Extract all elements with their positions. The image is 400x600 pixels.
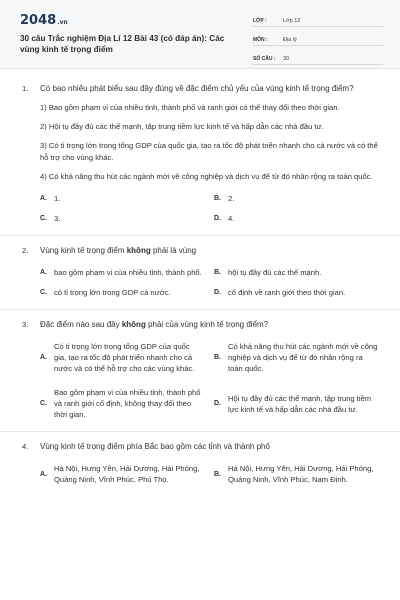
option-a[interactable] <box>40 463 204 485</box>
option-letter: B. <box>214 354 221 361</box>
statement-4: 4) Có khả năng thu hút các ngành mới về công nghiệp và dịch vụ để từ đó nhân rộng ra toàn quốc. <box>40 172 373 181</box>
meta-class-value: Lớp 12 <box>283 18 301 24</box>
option-letter: D. <box>214 215 221 222</box>
option-letter: C. <box>40 215 47 222</box>
option-b[interactable] <box>214 463 378 485</box>
question-2 <box>22 245 378 298</box>
answer-options <box>40 267 378 298</box>
question-stem: Vùng kinh tế trọng điểm phía Bắc bao gồm các tỉnh và thành phố <box>40 442 270 451</box>
option-b[interactable] <box>214 341 378 374</box>
answer-options <box>40 463 378 485</box>
option-text: Hà Nội, Hưng Yên, Hải Dương, Hải Phòng, Quảng Ninh, Vĩnh Phúc, Nam Định. <box>228 464 374 484</box>
logo-tld: .vn <box>57 19 68 26</box>
answer-options <box>40 193 378 224</box>
option-d[interactable] <box>214 287 378 298</box>
question-body <box>40 319 378 420</box>
question-number: 1. <box>22 84 29 93</box>
option-text: Hà Nội, Hưng Yên, Hải Dương, Hải Phòng, Quảng Ninh, Vĩnh Phúc, Phú Thọ. <box>54 464 200 484</box>
question-divider <box>0 235 400 236</box>
option-text: Có tỉ trọng lớn trong tổng GDP của quốc gia, tạo ra tốc độ phát triển nhanh cho cả nước và có thể hỗ trợ cho các vùng khác. <box>54 342 195 373</box>
option-text: Có khả năng thu hút các ngành mới về công nghiệp và dịch vụ để từ đó nhân rộng ra toàn quốc. <box>228 342 378 373</box>
logo-main: 2048 <box>20 13 57 28</box>
page-title: 30 câu Trắc nghiệm Địa Lí 12 Bài 43 (có đáp án): Các vùng kinh tế trọng điểm <box>20 34 225 54</box>
option-letter: D. <box>214 400 221 407</box>
site-logo[interactable] <box>20 13 68 28</box>
stem-emphasis: không <box>126 246 151 255</box>
option-c[interactable] <box>40 387 204 420</box>
quiz-meta <box>253 10 383 67</box>
question-stem <box>40 319 378 331</box>
statement-3: 3) Có tỉ trọng lớn trong tổng GDP của quốc gia, tạo ra tốc độ phát triển nhanh cho cả nước và có thể hỗ trợ cho vùng khác. <box>40 141 378 162</box>
question-body <box>40 83 378 224</box>
meta-count-row <box>253 48 383 65</box>
question-4 <box>22 441 378 485</box>
option-a[interactable] <box>40 267 204 278</box>
stem-text: phải của vùng kinh tế trọng điểm? <box>145 320 269 329</box>
option-letter: C. <box>40 400 47 407</box>
option-text: cố định về ranh giới theo thời gian. <box>228 288 346 297</box>
option-text: 1. <box>54 194 61 203</box>
question-number: 2. <box>22 246 29 255</box>
meta-subject-row <box>253 29 383 46</box>
option-letter: A. <box>40 195 47 202</box>
stem-text: phải là vùng <box>150 246 197 255</box>
option-letter: D. <box>214 289 221 296</box>
option-d[interactable] <box>214 213 378 224</box>
question-body <box>40 245 378 298</box>
option-text: 4. <box>228 214 235 223</box>
statement-1: 1) Bao gồm phạm vi của nhiều tỉnh, thành phố và ranh giới có thể thay đổi theo thời gian. <box>40 103 340 112</box>
statement-2: 2) Hội tụ đầy đủ các thế mạnh, tập trung tiềm lực kinh tế và hấp dẫn các nhà đầu tư. <box>40 122 324 131</box>
option-letter: C. <box>40 289 47 296</box>
option-a[interactable] <box>40 193 204 204</box>
option-text: 2. <box>228 194 235 203</box>
stem-text: Vùng kinh tế trọng điểm <box>40 246 127 255</box>
option-c[interactable] <box>40 213 204 224</box>
page-header <box>0 0 400 69</box>
option-letter: A. <box>40 354 47 361</box>
option-letter: B. <box>214 470 221 478</box>
option-text: Bao gồm phạm vi của nhiều tỉnh, thành phố và ranh giới cố định, không thay đổi theo thời gian. <box>54 388 201 419</box>
option-letter: A. <box>40 470 47 478</box>
option-letter: A. <box>40 269 47 276</box>
option-text: 3. <box>54 214 61 223</box>
option-text: bao gồm phạm vi của nhiều tỉnh, thành phố. <box>54 268 202 277</box>
stem-emphasis: không <box>121 320 146 329</box>
option-text: hội tụ đầy đủ các thế mạnh. <box>228 268 322 277</box>
option-c[interactable] <box>40 287 204 298</box>
option-text: Hội tụ đầy đủ các thế mạnh, tập trung tiềm lực kinh tế và hấp dẫn các nhà đầu tư. <box>228 393 372 414</box>
option-letter: B. <box>214 269 221 276</box>
question-number: 4. <box>22 442 29 451</box>
stem-text: Đặc điểm nào sau đây <box>40 320 122 329</box>
question-divider <box>0 431 400 432</box>
question-stem <box>40 245 378 257</box>
option-letter: B. <box>214 195 221 202</box>
option-b[interactable] <box>214 193 378 204</box>
meta-class-row <box>253 10 383 27</box>
option-d[interactable] <box>214 387 378 420</box>
question-body <box>40 441 378 485</box>
question-list <box>0 69 400 485</box>
meta-subject-key: MÔN : <box>253 37 268 43</box>
meta-class-key: LỚP : <box>253 18 267 24</box>
option-b[interactable] <box>214 267 378 278</box>
meta-count-value: 30 <box>283 56 290 62</box>
question-1 <box>22 83 378 224</box>
option-text: có tỉ trọng lớn trong GDP cả nước. <box>54 288 171 297</box>
question-3 <box>22 319 378 420</box>
meta-count-key: SỐ CÂU : <box>253 56 276 62</box>
option-a[interactable] <box>40 341 204 374</box>
answer-options <box>40 341 378 420</box>
question-stem: Có bao nhiêu phát biểu sau đây đúng về đặc điểm chủ yếu của vùng kinh tế trọng điểm? <box>40 84 354 93</box>
meta-subject-value: Địa lý <box>283 37 297 43</box>
question-number: 3. <box>22 320 29 329</box>
question-divider <box>0 309 400 310</box>
